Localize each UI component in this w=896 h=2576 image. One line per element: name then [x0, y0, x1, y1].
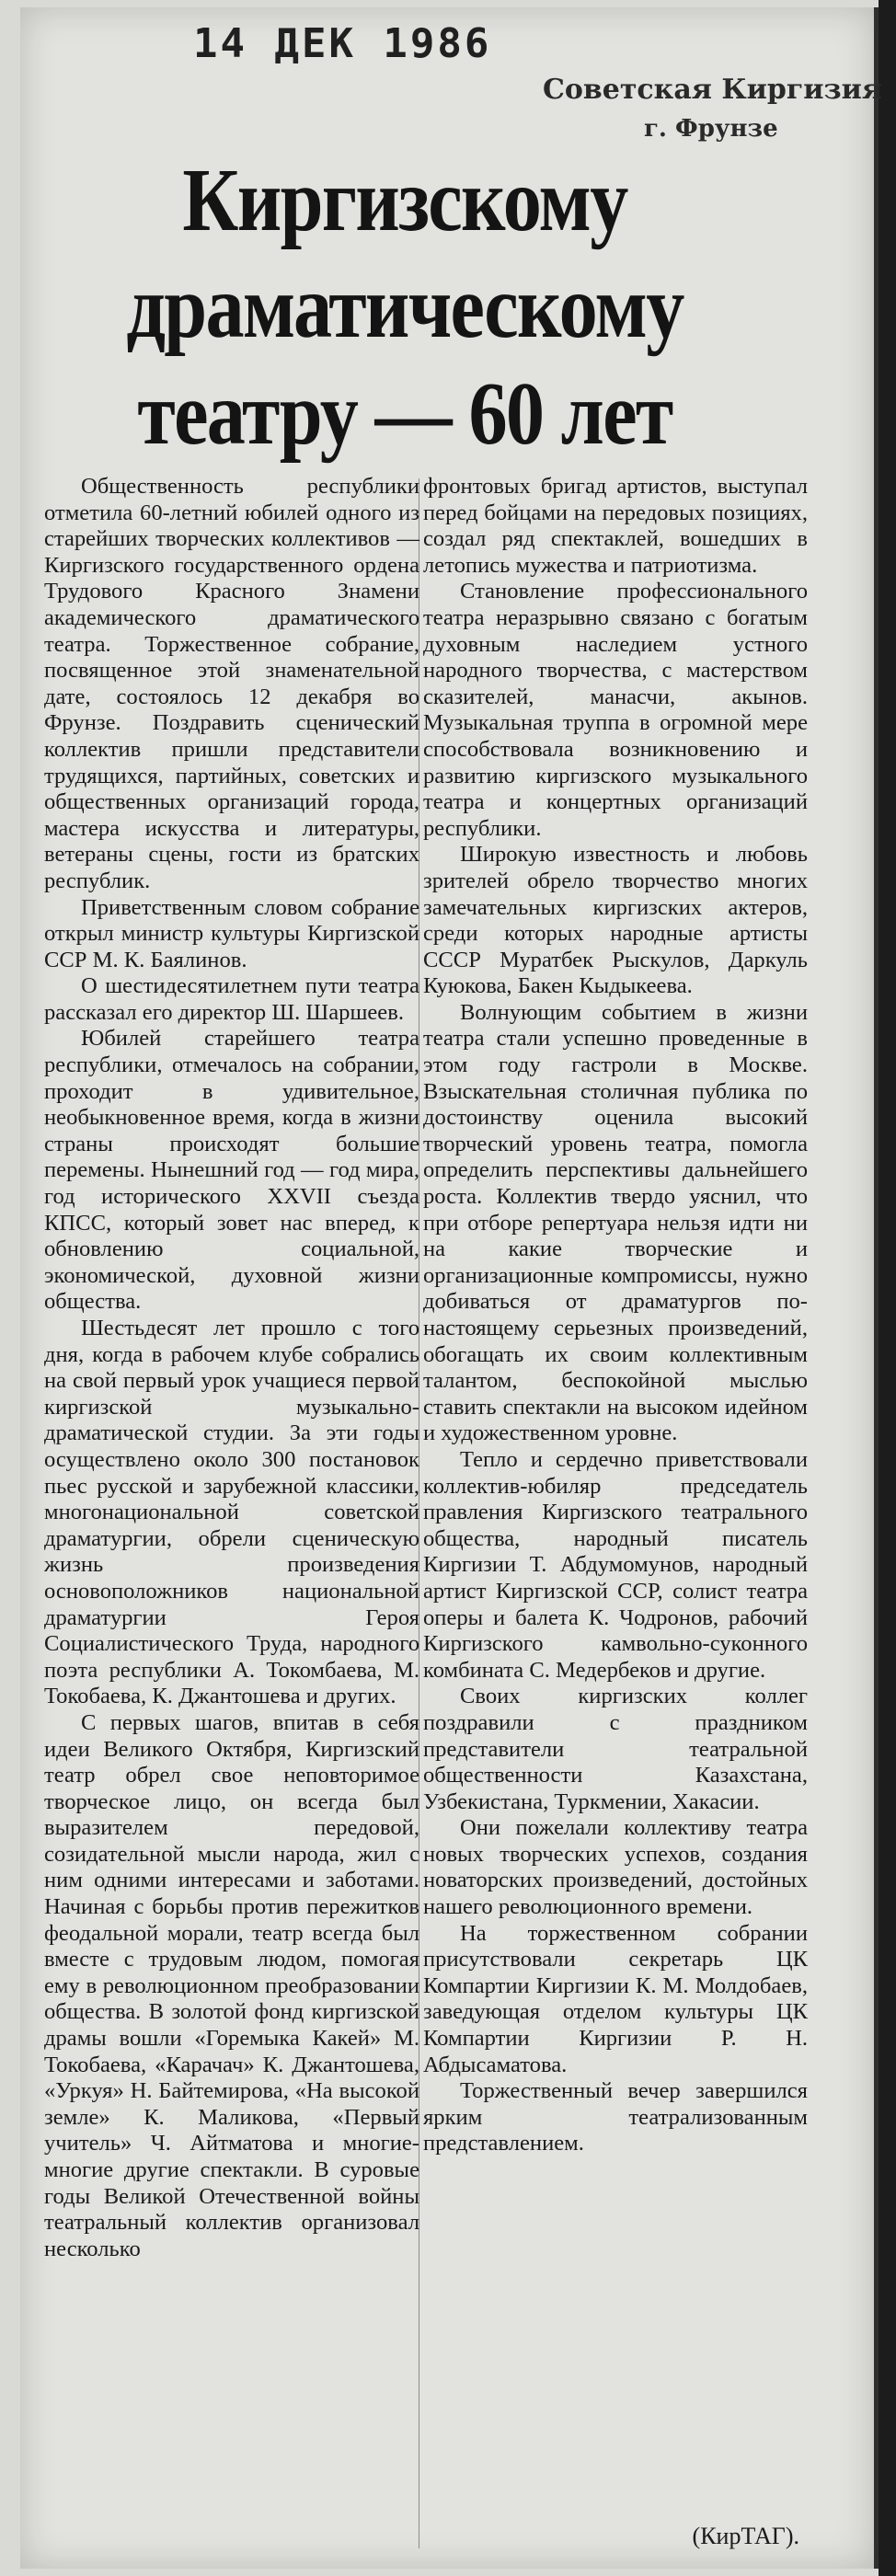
date-stamp: 14 ДЕК 1986 — [193, 20, 492, 67]
paragraph: фронтовых бригад артистов, выступал перед бойцами на передовых позициях, создал ряд спектаклей, вошедших в летопись мужества и патриотизма. — [423, 474, 808, 578]
paragraph: Широкую известность и любовь зрителей обрело творчество многих замечательных киргизских актеров, среди которых народные артисты СССР Муратбек Рыскулов, Даркуль Куюкова, Бакен Кыдыкеева. — [423, 842, 808, 999]
paragraph: Волнующим событием в жизни театра стали успешно проведенные в этом году гастроли в Москве. Взыскательная столичная публика по достоинству оценила высокий творческий уровень театра, помогла определить перспективы дальнейшего роста. Коллектив твердо уяснил, что при отборе репертуара нельзя идти ни на какие творческие и организационные компромиссы, нужно добиваться от драматургов по-настоящему серьезных произведений, обогащать их своим коллективным талантом, беспокойной мыслью ставить спектакли на высоком идейном и художественном уровне. — [423, 999, 808, 1446]
article-column-left — [44, 474, 419, 2262]
paragraph: Торжественный вечер завершился ярким театрализованным представлением. — [423, 2078, 808, 2156]
paragraph: На торжественном собрании присутствовали секретарь ЦК Компартии Киргизии К. М. Молдобаев, заведующая отделом культуры ЦК Компартии Киргизии Р. Н. Абдысаматова. — [423, 1920, 808, 2077]
paragraph: С первых шагов, впитав в себя идеи Великого Октября, Киргизский театр обрел свое неповторимое творческое лицо, он всегда был выразителем передовой, созидательной мысли народа, жил с ним одними интересами и заботами. Начиная с борьбы против пережитков феодальной морали, театр всегда был вместе с трудовым людом, помогая ему в революционном преобразовании общества. В золотой фонд киргизской драмы вошли «Горемыка Какей» М. Токобаева, «Карачач» К. Джантошева, «Уркуя» Н. Байтемирова, «На высокой земле» К. Маликова, «Первый учитель» Ч. Айтматова и многие-многие другие спектакли. В суровые годы Великой Отечественной войны театральный коллектив организовал несколько — [44, 1709, 419, 2261]
article-column-right — [423, 474, 808, 2157]
headline-line-2: драматическому — [126, 258, 683, 357]
source-city: г. Фрунзе — [644, 115, 778, 143]
paragraph: Становление профессионального театра неразрывно связано с богатым духовным наследием устного народного творчества, с мастерством сказителей, манасчи, акынов. Музыкальная труппа в огромной мере способствовала возникновению и развитию киргизского музыкального театра и концертных организаций республики. — [423, 579, 808, 841]
paragraph: Общественность республики отметила 60-летний юбилей одного из старейших творческих коллективов — Киргизского государственного ордена Трудового Красного Знамени академического драматического театра. Торжественное собрание, посвященное этой знаменательной дате, состоялось 12 декабря во Фрунзе. Поздравить сценический коллектив пришли представители трудящихся, партийных, советских и общественных организаций города, мастера искусства и литературы, ветераны сцены, гости из братских республик. — [44, 474, 419, 893]
headline-line-1: Киргизскому — [182, 151, 627, 250]
paragraph: Своих киргизских коллег поздравили с праздником представители театральной общественности Казахстана, Узбекистана, Туркмении, Хакасии. — [423, 1684, 808, 1814]
headline-line-3: театру — 60 лет — [137, 364, 672, 464]
article-headline — [104, 147, 706, 467]
paragraph: Юбилей старейшего театра республики, отмечалось на собрании, проходит в удивительное, необыкновенное время, когда в жизни страны происходят большие перемены. Нынешний год — год мира, год исторического XXVII съезда КПСС, который зовет нас вперед, к обновлению социальной, экономической, духовной жизни общества. — [44, 1026, 419, 1315]
scan-edge-strip — [879, 0, 896, 2576]
agency-signature: (КирТАГ). — [692, 2523, 799, 2549]
paragraph: Они пожелали коллективу театра новых творческих успехов, создания новаторских произведений, достойных нашего революционного времени. — [423, 1815, 808, 1920]
paragraph: Приветственным словом собрание открыл министр культуры Киргизской ССР М. К. Баялинов. — [44, 894, 419, 972]
paragraph: Шестьдесят лет прошло с того дня, когда в рабочем клубе собрались на свой первый урок учащиеся первой киргизской музыкально-драматической студии. За эти годы осуществлено около 300 постановок пьес русской и зарубежной классики, многонациональной советской драматургии, обрели сценическую жизнь произведения основоположников национальной драматургии Героя Социалистического Труда, народного поэта республики А. Токомбаева, М. Токобаева, К. Джантошева и других. — [44, 1316, 419, 1709]
source-newspaper-name: Советская Киргизия — [543, 74, 883, 106]
paragraph: Тепло и сердечно приветствовали коллектив-юбиляр председатель правления Киргизского театрального общества, народный писатель Киргизии Т. Абдумомунов, народный артист Киргизской ССР, солист театра оперы и балета К. Чодронов, рабочий Киргизского камвольно-суконного комбината С. Медербеков и другие. — [423, 1446, 808, 1683]
paragraph: О шестидесятилетнем пути театра рассказал его директор Ш. Шаршеев. — [44, 973, 419, 1025]
